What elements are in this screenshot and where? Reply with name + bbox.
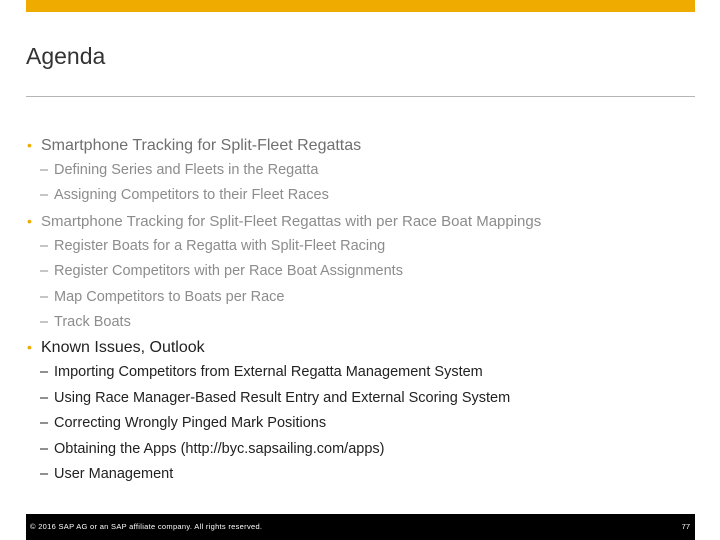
bullet-icon: •: [27, 137, 32, 153]
agenda-item: [27, 386, 697, 411]
page-number: 77: [681, 522, 690, 531]
agenda-list: [27, 133, 697, 487]
item-text: Importing Competitors from External Regatta Management System: [54, 364, 483, 381]
agenda-item: [27, 437, 697, 462]
agenda-item: [27, 310, 697, 335]
dash-icon: –: [40, 263, 49, 280]
dash-icon: –: [40, 415, 49, 432]
dash-icon: –: [40, 465, 49, 482]
dash-icon: –: [40, 389, 49, 406]
title-divider: [26, 96, 695, 97]
dash-icon: –: [40, 187, 49, 204]
dash-icon: –: [40, 288, 49, 305]
section-heading: Smartphone Tracking for Split-Fleet Regattas: [41, 137, 362, 154]
agenda-item: [27, 259, 697, 284]
item-text: Map Competitors to Boats per Race: [54, 288, 285, 305]
agenda-item: [27, 234, 697, 259]
item-text: Register Boats for a Regatta with Split-Fleet Racing: [54, 237, 386, 254]
item-text: Track Boats: [54, 313, 131, 330]
top-accent-bar: [26, 0, 695, 12]
bullet-icon: •: [27, 212, 32, 229]
item-text: Assigning Competitors to their Fleet Races: [54, 187, 329, 204]
section-heading: Known Issues, Outlook: [41, 339, 205, 357]
agenda-item: [27, 462, 697, 487]
dash-icon: –: [40, 313, 49, 330]
item-text: Defining Series and Fleets in the Regatta: [54, 162, 319, 178]
footer-bar: [26, 514, 695, 540]
slide-title: Agenda: [26, 43, 106, 69]
dash-icon: –: [40, 237, 49, 254]
item-text: Correcting Wrongly Pinged Mark Positions: [54, 415, 327, 432]
bullet-icon: •: [27, 339, 32, 356]
dash-icon: –: [40, 364, 49, 381]
dash-icon: –: [40, 162, 49, 178]
dash-icon: –: [40, 440, 49, 457]
agenda-item: [27, 158, 697, 183]
agenda-item: [27, 183, 697, 208]
agenda-item: [27, 285, 697, 310]
agenda-section-2: [27, 209, 697, 234]
agenda-item: [27, 411, 697, 436]
item-text: Using Race Manager-Based Result Entry and External Scoring System: [54, 389, 511, 406]
agenda-section-3: [27, 335, 697, 360]
item-text: Register Competitors with per Race Boat Assignments: [54, 263, 403, 280]
section-heading: Smartphone Tracking for Split-Fleet Regattas with per Race Boat Mappings: [41, 212, 542, 230]
agenda-section-1: [27, 133, 697, 158]
item-text: Obtaining the Apps (http://byc.sapsailing.com/apps): [54, 440, 385, 457]
footer-copyright: © 2016 SAP AG or an SAP affiliate company. All rights reserved.: [30, 522, 263, 531]
item-text: User Management: [54, 465, 174, 482]
agenda-item: [27, 360, 697, 385]
